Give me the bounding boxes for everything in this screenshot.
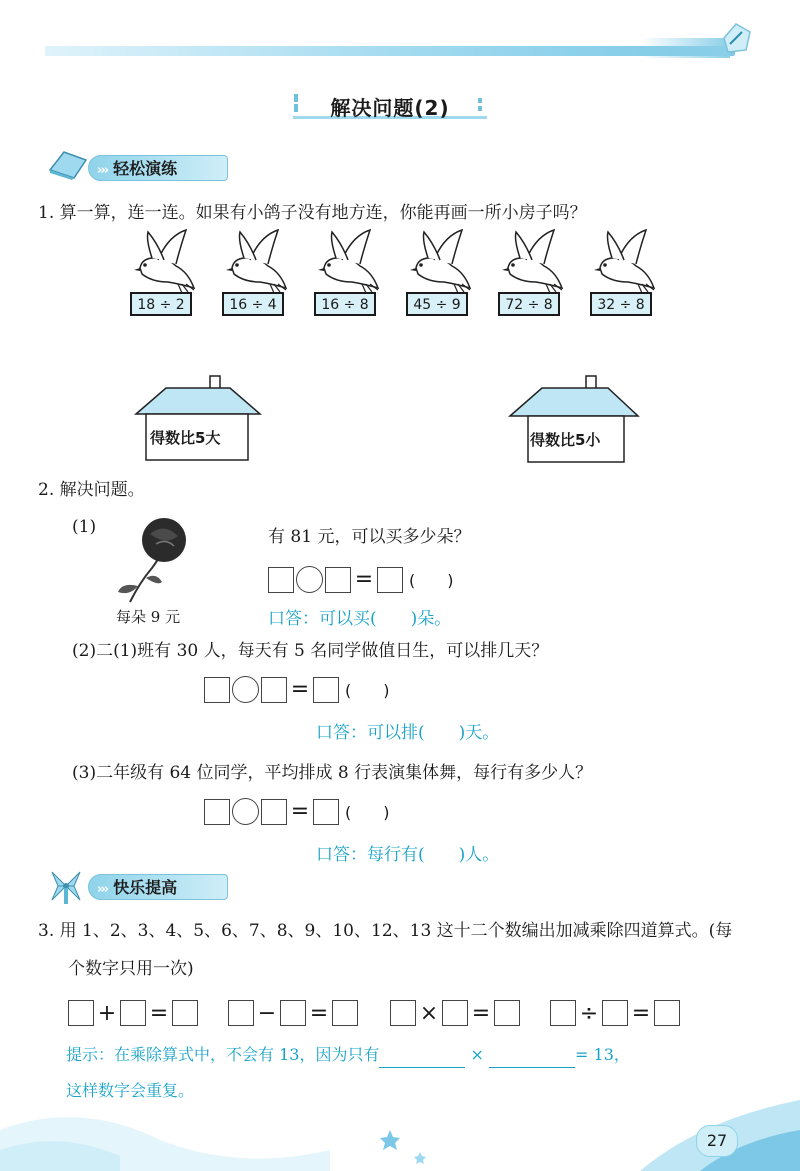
operator-circle[interactable] <box>232 798 259 825</box>
unit-paren[interactable]: ( ) <box>409 571 454 590</box>
q2-p2-answer[interactable]: 口答：可以排( )天。 <box>316 723 500 743</box>
q2-p2-equation <box>204 676 390 703</box>
equals-sign: = <box>471 1000 491 1026</box>
q2-p1-answer[interactable]: 口答：可以买( )朵。 <box>268 609 452 629</box>
house-left[interactable] <box>130 372 262 464</box>
answer-box[interactable] <box>654 1000 680 1026</box>
q2-p3-question: (3)二年级有 64 位同学，平均排成 8 行表演集体舞，每行有多少人？ <box>72 763 593 783</box>
house-left-label: 得数比5大 <box>150 429 221 447</box>
answer-box[interactable] <box>377 567 403 593</box>
plus-sign: + <box>97 1000 117 1026</box>
answer-box[interactable] <box>228 1000 254 1026</box>
q3-division <box>550 1000 680 1026</box>
equals-sign: = <box>309 1000 329 1026</box>
house-right[interactable] <box>508 372 640 464</box>
pigeon-expression[interactable]: 45 ÷ 9 <box>406 292 468 316</box>
times-sign: × <box>419 1000 439 1026</box>
unit-paren[interactable]: ( ) <box>345 803 390 822</box>
pigeon-icon <box>312 228 388 298</box>
answer-box[interactable] <box>204 677 230 703</box>
page-title-frame <box>292 90 488 120</box>
house-right-label: 得数比5小 <box>530 431 601 449</box>
bottom-wave-decoration <box>0 1060 800 1171</box>
equals-sign: = <box>290 677 310 702</box>
windmill-icon <box>44 866 88 906</box>
q3-multiplication <box>390 1000 520 1026</box>
answer-box[interactable] <box>261 799 287 825</box>
pigeon-expression[interactable]: 16 ÷ 8 <box>314 292 376 316</box>
section-label-improve: ››› 快乐提高 <box>88 874 228 900</box>
answer-box[interactable] <box>261 677 287 703</box>
equals-sign: = <box>290 799 310 824</box>
rose-price-caption: 每朵 9 元 <box>116 608 181 626</box>
pigeon-icon <box>588 228 664 298</box>
q2-p3-equation <box>204 798 390 825</box>
answer-box[interactable] <box>204 799 230 825</box>
answer-box[interactable] <box>390 1000 416 1026</box>
equals-sign: = <box>631 1000 651 1026</box>
answer-box[interactable] <box>442 1000 468 1026</box>
divide-sign: ÷ <box>579 1000 599 1026</box>
q2-p1-number: (1) <box>72 517 97 537</box>
section-label-practice: ››› 轻松演练 <box>88 155 228 181</box>
pigeon-expression[interactable]: 72 ÷ 8 <box>498 292 560 316</box>
answer-box[interactable] <box>332 1000 358 1026</box>
pigeon-icon <box>496 228 572 298</box>
unit-paren[interactable]: ( ) <box>345 681 390 700</box>
answer-box[interactable] <box>313 677 339 703</box>
minus-sign: − <box>257 1000 277 1026</box>
header-bar <box>45 46 735 56</box>
answer-box[interactable] <box>280 1000 306 1026</box>
pigeon-expression[interactable]: 18 ÷ 2 <box>130 292 192 316</box>
answer-box[interactable] <box>120 1000 146 1026</box>
q3-line1: 3. 用 1、2、3、4、5、6、7、8、9、10、12、13 这十二个数编出加减乘除四道算式。(每 <box>38 921 733 941</box>
equals-sign: = <box>354 567 374 592</box>
pigeon-icon <box>404 228 480 298</box>
answer-box[interactable] <box>313 799 339 825</box>
rose-icon <box>100 512 196 608</box>
answer-box[interactable] <box>494 1000 520 1026</box>
q1-text: 1. 算一算，连一连。如果有小鸽子没有地方连，你能再画一所小房子吗？ <box>38 203 587 223</box>
operator-circle[interactable] <box>296 566 323 593</box>
equals-sign: = <box>149 1000 169 1026</box>
pigeon-icon <box>128 228 204 298</box>
q2-p1-question: 有 81 元，可以买多少朵？ <box>268 527 471 547</box>
answer-box[interactable] <box>602 1000 628 1026</box>
q3-hint-line2: 这样数字会重复。 <box>66 1081 195 1100</box>
answer-box[interactable] <box>550 1000 576 1026</box>
q3-line2: 个数字只用一次) <box>68 959 194 979</box>
q3-addition <box>68 1000 198 1026</box>
q2-p3-answer[interactable]: 口答：每行有( )人。 <box>316 845 500 865</box>
answer-box[interactable] <box>172 1000 198 1026</box>
q2-p1-equation <box>268 566 454 593</box>
answer-box[interactable] <box>325 567 351 593</box>
page-title: 解决问题(2) <box>330 96 450 120</box>
q2-p2-question: (2)二(1)班有 30 人，每天有 5 名同学做值日生，可以排几天？ <box>72 641 549 661</box>
q3-subtraction <box>228 1000 358 1026</box>
q3-hint: 提示：在乘除算式中，不会有 13，因为只有 × = 13， <box>66 1042 630 1068</box>
pigeon-expression[interactable]: 32 ÷ 8 <box>590 292 652 316</box>
answer-box[interactable] <box>68 1000 94 1026</box>
pigeon-icon <box>220 228 296 298</box>
pigeon-expression[interactable]: 16 ÷ 4 <box>222 292 284 316</box>
answer-box[interactable] <box>268 567 294 593</box>
header-bar-fade <box>640 38 730 58</box>
operator-circle[interactable] <box>232 676 259 703</box>
page-number: 27 <box>696 1125 738 1157</box>
q2-text: 2. 解决问题。 <box>38 480 145 500</box>
pencil-badge-icon <box>718 20 754 56</box>
eraser-icon <box>46 146 90 180</box>
